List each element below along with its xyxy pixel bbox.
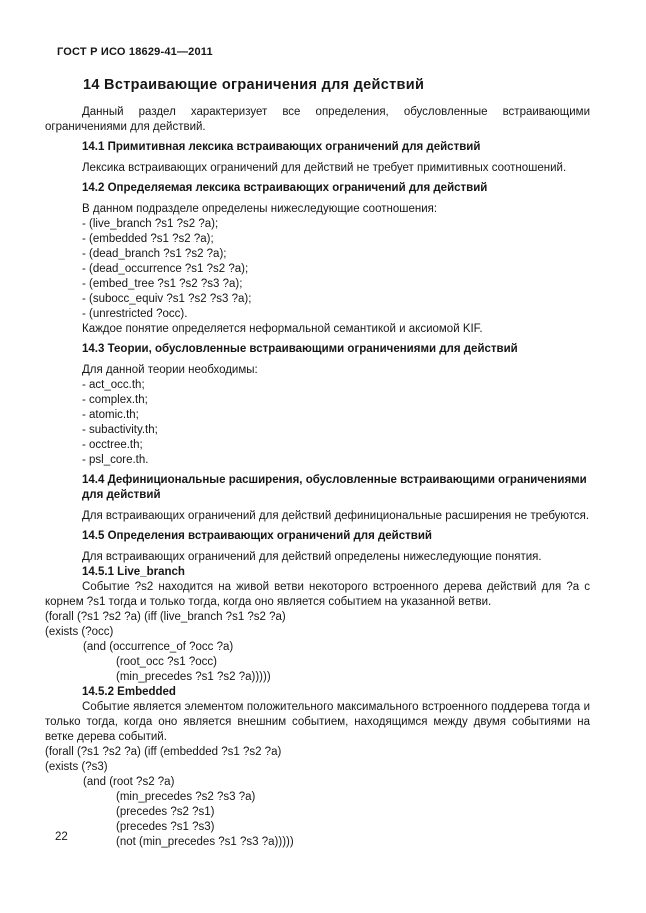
- list-item: - occtree.th;: [82, 439, 143, 451]
- code-line: (precedes ?s2 ?s1): [116, 806, 215, 818]
- paragraph-14-5-2: Событие является элементом положительного максимального встроенного поддерева тогда и только тогда, когда оно является внешним событием, находящимся между двумя событиями на ветке дерева событий.: [45, 701, 590, 743]
- code-line: (min_precedes ?s1 ?s2 ?a))))): [116, 671, 271, 683]
- list-item: - (embed_tree ?s1 ?s2 ?s3 ?a);: [82, 278, 243, 290]
- code-line: (exists (?s3): [45, 761, 108, 773]
- code-line: (root_occ ?s1 ?occ): [116, 656, 217, 668]
- doc-code-header: ГОСТ Р ИСО 18629-41—2011: [57, 46, 213, 58]
- paragraph-14-5-1: Событие ?s2 находится на живой ветви некоторого встроенного дерева действий для ?a с корнем ?s1 тогда и только тогда, когда оно является событием на указанной ветви.: [45, 581, 590, 608]
- list-item: - (live_branch ?s1 ?s2 ?a);: [82, 218, 219, 230]
- list-item: - subactivity.th;: [82, 424, 158, 436]
- list-item: - act_occ.th;: [82, 379, 145, 391]
- paragraph-14-3-lead: Для данной теории необходимы:: [82, 364, 258, 376]
- code-line: (and (occurrence_of ?occ ?a): [83, 641, 234, 653]
- paragraph-14-4: Для встраивающих ограничений для действий дефинициональные расширения не требуются.: [82, 510, 590, 522]
- code-line: (forall (?s1 ?s2 ?a) (iff (embedded ?s1 ?s2 ?a): [45, 746, 282, 758]
- code-line: (forall (?s1 ?s2 ?a) (iff (live_branch ?s1 ?s2 ?a): [45, 611, 286, 623]
- theories-list: [45, 378, 590, 468]
- list-item: - (subocc_equiv ?s1 ?s2 ?s3 ?a);: [82, 293, 252, 305]
- code-line: (and (root ?s2 ?a): [83, 776, 175, 788]
- code-line: (precedes ?s1 ?s3): [116, 821, 215, 833]
- list-item: - (unrestricted ?occ).: [82, 308, 188, 320]
- paragraph-14-5: Для встраивающих ограничений для действий определены нижеследующие понятия.: [82, 551, 542, 563]
- code-line: (exists (?occ): [45, 626, 114, 638]
- list-item: - psl_core.th.: [82, 454, 149, 466]
- code-line: (min_precedes ?s2 ?s3 ?a): [116, 791, 256, 803]
- heading-14-5-1: 14.5.1 Live_branch: [82, 566, 185, 578]
- intro-paragraph: Данный раздел характеризует все определения, обусловленные встраивающими ограничениями для действий.: [45, 106, 590, 133]
- heading-14-1: 14.1 Примитивная лексика встраивающих ограничений для действий: [82, 141, 481, 153]
- paragraph-14-2-tail: Каждое понятие определяется неформальной семантикой и аксиомой KIF.: [82, 323, 483, 335]
- code-line: (not (min_precedes ?s1 ?s3 ?a))))): [116, 836, 294, 848]
- list-item: - atomic.th;: [82, 409, 139, 421]
- kif-axiom-live-branch: [45, 610, 590, 685]
- heading-14-5-2: 14.5.2 Embedded: [82, 686, 176, 698]
- chapter-title: 14 Встраивающие ограничения для действий: [83, 77, 425, 93]
- page-number: 22: [55, 831, 68, 843]
- list-item: - (dead_branch ?s1 ?s2 ?a);: [82, 248, 227, 260]
- relations-list: [45, 217, 590, 322]
- heading-14-5: 14.5 Определения встраивающих ограничений для действий: [82, 530, 432, 542]
- kif-axiom-embedded: [45, 745, 590, 850]
- paragraph-14-2-lead: В данном подразделе определены нижеследующие соотношения:: [82, 203, 438, 215]
- list-item: - (embedded ?s1 ?s2 ?a);: [82, 233, 214, 245]
- paragraph-14-1: Лексика встраивающих ограничений для действий не требует примитивных соотношений.: [82, 162, 567, 174]
- heading-14-3: 14.3 Теории, обусловленные встраивающими ограничениями для действий: [82, 343, 518, 355]
- list-item: - complex.th;: [82, 394, 148, 406]
- heading-14-4: 14.4 Дефинициональные расширения, обусловленные встраивающими ограничениями для действий: [82, 474, 587, 501]
- list-item: - (dead_occurrence ?s1 ?s2 ?a);: [82, 263, 249, 275]
- heading-14-2: 14.2 Определяемая лексика встраивающих ограничений для действий: [82, 182, 488, 194]
